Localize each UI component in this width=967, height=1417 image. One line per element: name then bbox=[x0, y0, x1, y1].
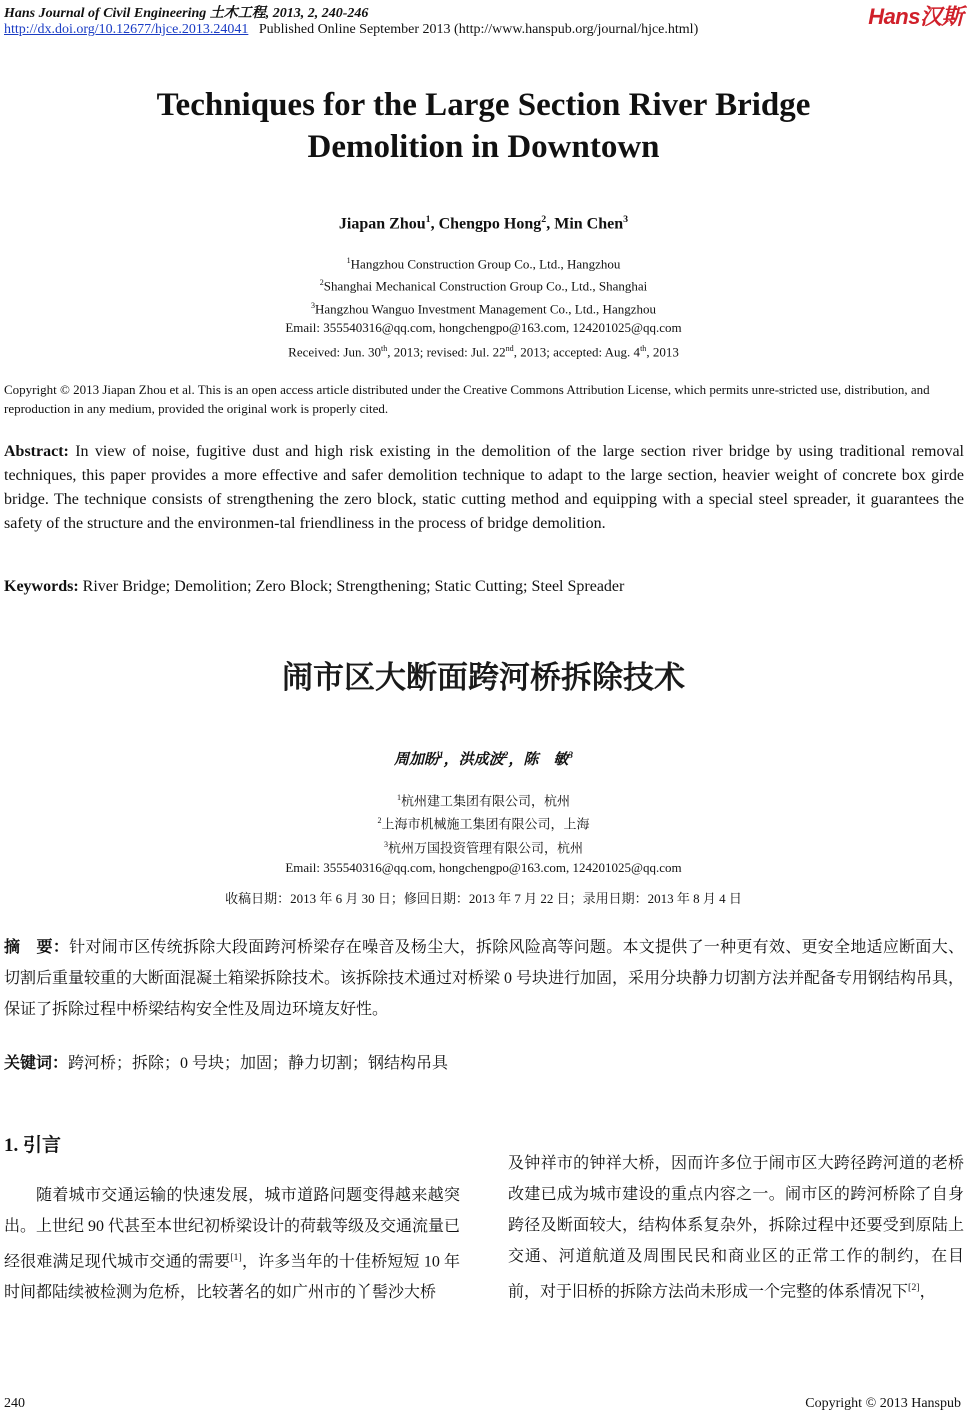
cn-abstract-text: 针对闹市区传统拆除大段面跨河桥梁存在噪音及杨尘大，拆除风险高等问题。本文提供了一种更有效、更安全地适应断面大、切割后重量较重的大断面混凝土箱梁拆除技术。该拆除技术通过对桥梁 0 号块进行加固，采用分块静力切割方法并配备专用钢结构吊具，保证了拆除过程中桥梁结构安全性及周边环境友好性。 bbox=[4, 939, 965, 1018]
page-number: 240 bbox=[4, 1396, 25, 1411]
cn-email-line: Email: 355540316@qq.com, hongchengpo@163.com, 124201025@qq.com bbox=[285, 859, 682, 875]
body-column-right: 及钟祥市的钟祥大桥，因而许多位于闹市区大跨径跨河道的老桥改建已成为城市建设的重点内容之一。闹市区的跨河桥除了自身跨径及断面较大，结构体系复杂外，拆除过程中还要受到原陆上交通、河道航道及周围民民和商业区的正常工作的制约，在目前，对于旧桥的拆除方法尚未形成一个完整的体系情况下[2]， bbox=[508, 1155, 964, 1301]
cn-keywords-label: 关键词： bbox=[4, 1055, 69, 1072]
author-3-sup: 3 bbox=[623, 214, 629, 225]
journal-header: Hans Journal of Civil Engineering 土木工程, 2013, 2, 240-246 bbox=[4, 6, 369, 21]
chinese-affiliation-list bbox=[0, 788, 967, 878]
cn-abstract-label: 摘 要： bbox=[4, 939, 70, 956]
cn-affiliation-2: $^2$上海市机械施工集团有限公司，上海 bbox=[377, 816, 590, 832]
affiliation-1: $^1$Hangzhou Construction Group Co., Ltd., Hangzhou bbox=[346, 256, 621, 272]
author-1-sup: 1 bbox=[425, 214, 431, 225]
abstract bbox=[4, 440, 964, 536]
cn-keywords-text: 跨河桥；拆除；0 号块；加固；静力切割；钢结构吊具 bbox=[68, 1055, 449, 1072]
title-line-2: Demolition in Downtown bbox=[307, 129, 660, 165]
published-note: Published Online September 2013 (http://www.hanspub.org/journal/hjce.html) bbox=[258, 22, 699, 37]
author-2: , Chengpo Hong bbox=[430, 215, 542, 233]
chinese-dates: 收稿日期：2013 年 6 月 30 日；修回日期：2013 年 7 月 22 日；录用日期：2013 年 8 月 4 日 bbox=[225, 891, 742, 906]
chinese-keywords bbox=[4, 1050, 448, 1073]
paper-title bbox=[0, 84, 967, 168]
body-column-left: 随着城市交通运输的快速发展，城市道路问题变得越来越突出。上世纪 90 代甚至本世纪初桥梁设计的荷载等级及交通流量已经很难满足现代城市交通的需要[1]，许多当年的十佳桥短短 10 年时间都陆续被检测为危桥，比较著名的如广州市的丫髻沙大桥 bbox=[4, 1187, 461, 1302]
author-1: Jiapan Zhou bbox=[338, 215, 426, 233]
citation-1: [1] bbox=[230, 1252, 242, 1263]
affiliation-list bbox=[0, 251, 967, 337]
abstract-label: Abstract: bbox=[4, 443, 69, 460]
author-2-sup: 2 bbox=[541, 214, 547, 225]
keywords-text: River Bridge; Demolition; Zero Block; Strengthening; Static Cutting; Steel Spreader bbox=[82, 578, 625, 595]
keywords-label: Keywords: bbox=[4, 578, 79, 595]
title-line-1: Techniques for the Large Section River Bridge bbox=[156, 87, 811, 123]
cn-affiliation-3: $^3$杭州万国投资管理有限公司，杭州 bbox=[383, 839, 584, 855]
author-3: , Min Chen bbox=[546, 215, 624, 233]
section-1-heading: 1. 引言 bbox=[4, 1135, 62, 1156]
affiliation-3: $^3$Hangzhou Wanguo Investment Management Co., Ltd., Hangzhou bbox=[310, 300, 656, 316]
email-line: Email: 355540316@qq.com, hongchengpo@163.com, 124201025@qq.com bbox=[285, 319, 682, 335]
doi-link[interactable]: http://dx.doi.org/10.12677/hjce.2013.24041 bbox=[4, 22, 249, 37]
keywords bbox=[4, 578, 624, 596]
footer-copyright: Copyright © 2013 Hanspub bbox=[805, 1396, 961, 1411]
chinese-abstract bbox=[4, 932, 964, 1025]
doi-line bbox=[4, 22, 698, 38]
abstract-text: In view of noise, fugitive dust and high risk existing in the demolition of the large section river bridge by using traditional removal techniques, this paper provides a more effective and safer demolition technique to adapt to the large section, heavier weight of concrete box girde bridge. The technique consists of strengthening the zero block, static cutting method and equipping with a special steel spreader, it guarantees the safety of the structure and the environmen-tal friendliness in the process of bridge demolition. bbox=[4, 443, 965, 532]
received-dates: Received: Jun. 30th, 2013; revised: Jul. 22nd, 2013; accepted: Aug. 4th, 2013 bbox=[288, 344, 679, 360]
author-list bbox=[0, 214, 967, 233]
copyright-notice: Copyright © 2013 Jiapan Zhou et al. This is an open access article distributed under the Creative Commons Attribution License, which permits unre-stricted use, distribution, and reproduction in any medium, provided the original work is properly cited. bbox=[4, 382, 930, 416]
hans-logo: Hans汉斯 bbox=[868, 4, 963, 29]
affiliation-2: $^2$Shanghai Mechanical Construction Group Co., Ltd., Shanghai bbox=[319, 278, 648, 294]
chinese-author-list: 周加盼$^1$，洪成波$^2$，陈 敏$^3$ bbox=[393, 751, 573, 768]
chinese-title: 闹市区大断面跨河桥拆除技术 bbox=[282, 660, 685, 696]
citation-2: [2] bbox=[908, 1282, 920, 1293]
cn-affiliation-1: $^1$杭州建工集团有限公司，杭州 bbox=[396, 793, 571, 809]
